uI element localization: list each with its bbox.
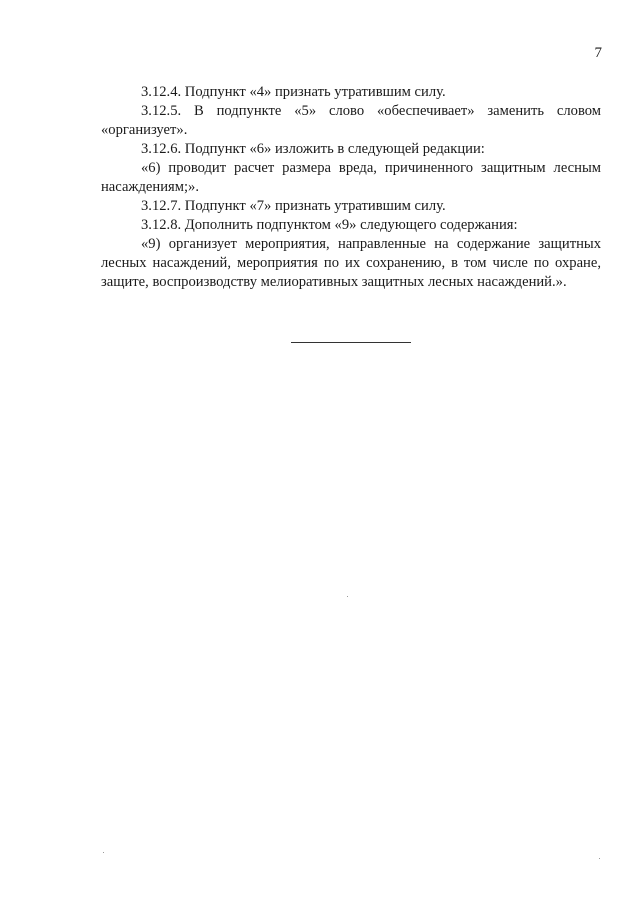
page-number: 7 <box>594 45 602 61</box>
paragraph-3-12-8: 3.12.8. Дополнить подпунктом «9» следующего содержания: <box>141 217 518 233</box>
closing-separator-line <box>291 342 411 343</box>
document-body <box>101 83 601 292</box>
paragraph-3-12-6: 3.12.6. Подпункт «6» изложить в следующей редакции: <box>141 141 485 157</box>
scan-speck <box>347 596 348 597</box>
paragraph-3-12-7: 3.12.7. Подпункт «7» признать утратившим силу. <box>141 198 446 214</box>
paragraph-subitem-9-text: «9) организует мероприятия, направленные на содержание защитных лесных насаждений, мероприятия по их сохранению, в том числе по охране, защите, воспроизводству мелиоративных защитных лесных насаждений.». <box>101 236 601 290</box>
scan-speck <box>599 858 600 859</box>
paragraph-subitem-6-text: «6) проводит расчет размера вреда, причиненного защитным лесным насаждениям;». <box>101 160 601 195</box>
paragraph-3-12-4: 3.12.4. Подпункт «4» признать утратившим силу. <box>141 84 446 100</box>
paragraph-3-12-5: 3.12.5. В подпункте «5» слово «обеспечивает» заменить словом «организует». <box>101 103 601 138</box>
scan-speck <box>103 852 104 853</box>
